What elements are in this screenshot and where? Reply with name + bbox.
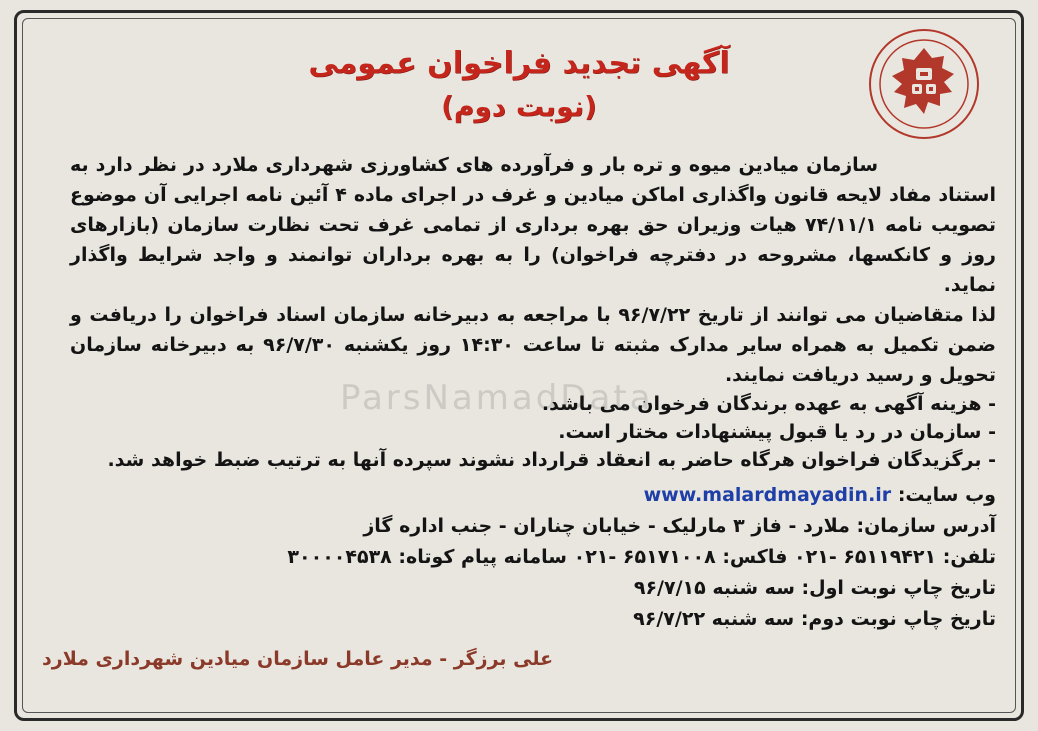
phone-line: تلفن: ۶۵۱۱۹۴۲۱ -۰۲۱ فاکس: ۶۵۱۷۱۰۰۸ -۰۲۱ سامانه پیام کوتاه: ۳۰۰۰۰۴۵۳۸ xyxy=(287,546,996,568)
website-link[interactable]: www.malardmayadin.ir xyxy=(643,484,892,506)
list-item: - برگزیدگان فراخوان هرگاه حاضر به انعقاد قرارداد نشوند سپرده آنها به ترتیب ضبط خواهد شد. xyxy=(107,449,996,471)
signature: علی برزگر - مدیر عامل سازمان میادین شهرداری ملارد xyxy=(42,648,554,670)
logo-caption xyxy=(868,28,980,140)
page-subtitle: (نوبت دوم) xyxy=(441,90,597,123)
contact-info xyxy=(70,480,996,635)
first-print-date: تاریخ چاپ نوبت اول: سه شنبه ۹۶/۷/۱۵ xyxy=(633,577,996,599)
body-text xyxy=(70,150,996,390)
page-title: آگهی تجدید فراخوان عمومی xyxy=(308,46,730,81)
list-item: - سازمان در رد یا قبول پیشنهادات مختار است. xyxy=(558,421,996,443)
conditions-list xyxy=(70,390,996,474)
website-line xyxy=(70,480,996,511)
second-print-date: تاریخ چاپ نوبت دوم: سه شنبه ۹۶/۷/۲۲ xyxy=(633,608,996,630)
website-label: وب سایت: xyxy=(897,484,996,506)
list-item: - هزینه آگهی به عهده برندگان فرخوان می باشد. xyxy=(541,393,996,415)
body-paragraph: لذا متقاضیان می توانند از تاریخ ۹۶/۷/۲۲ با مراجعه به دبیرخانه سازمان اسناد فراخوان را دریافت و ضمن تکمیل به همراه سایر مدارک مثبته تا ساعت ۱۴:۳۰ روز یکشنبه ۹۶/۷/۳۰ به دبیرخانه سازمان تحویل و رسید دریافت نمایند. xyxy=(70,304,996,386)
watermark: ParsNamadData xyxy=(340,378,654,418)
body-paragraph: سازمان میادین میوه و تره بار و فرآورده های کشاورزی شهرداری ملارد در نظر دارد به استناد مفاد لایحه قانون واگذاری اماکن میادین و غرف در اجرای ماده ۴ آئین نامه اجرایی آن موضوع تصویب نامه ۷۴/۱۱/۱ هیات وزیران حق بهره برداری از تمامی غرف تحت نظارت سازمان (بازارهای روز و کانکسها، مشروحه در دفترچه فراخوان) را به بهره برداران توانمند و واجد شرایط واگذار نماید. xyxy=(70,154,996,296)
address-line: آدرس سازمان: ملارد - فاز ۳ مارلیک - خیابان چناران - جنب اداره گاز xyxy=(363,515,996,537)
